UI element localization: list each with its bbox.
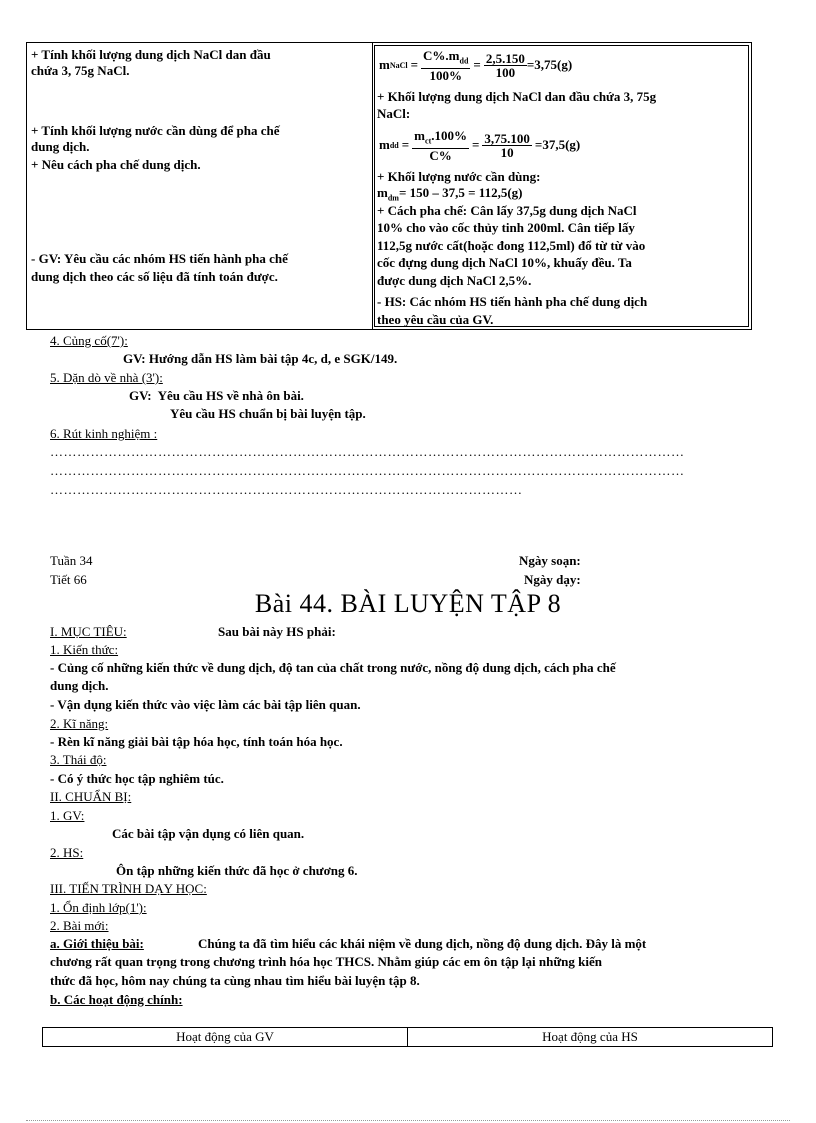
right-line-10: - HS: Các nhóm HS tiến hành pha chế dung dịch (377, 294, 648, 309)
lesson-title: Bài 44. BÀI LUYỆN TẬP 8 (254, 589, 562, 618)
eq2-result: =37,5(g) (534, 137, 581, 153)
activity-table (26, 42, 752, 330)
right-line-3: + Khối lượng nước cần dùng: (377, 169, 541, 184)
eq2-num1: m (414, 128, 426, 143)
eq2-num2: 3,75.100 (484, 130, 530, 146)
attitude-heading: 3. Thái độ: (50, 752, 107, 767)
main-activities-label: b. Các hoạt động chính: (50, 992, 183, 1007)
left-line-5: + Nêu cách pha chế dung dịch. (31, 157, 201, 172)
prep-hs-text: Ôn tập những kiến thức đã học ở chương 6. (116, 863, 358, 878)
eq2-fraction-1 (412, 129, 469, 162)
eq2-fraction-2 (482, 132, 532, 159)
col-teacher-activity: Hoạt động của GV (176, 1029, 274, 1044)
section-4-heading: 4. Củng cố(7'): (50, 333, 128, 348)
knowledge-line-1b: dung dịch. (50, 678, 109, 693)
left-line-7: dung dịch theo các số liệu đã tính toán được. (31, 269, 278, 284)
knowledge-heading: 1. Kiến thức: (50, 642, 119, 657)
notes-dotted-line-1: …………………………………………………………………………………………………………………………… (50, 444, 685, 459)
prep-heading: II. CHUẨN BỊ: (50, 789, 132, 804)
right-line-9: được dung dịch NaCl 2,5%. (377, 273, 532, 288)
teach-date-label: Ngày dạy: (524, 572, 581, 587)
objectives-intro: Sau bài này HS phải: (218, 624, 336, 639)
right-line-4-tail: = 150 – 37,5 = 112,5(g) (398, 185, 523, 200)
eq1-fraction-2 (484, 52, 527, 79)
eq1-lhs: m (379, 57, 390, 73)
left-line-1: + Tính khối lượng dung dịch NaCl dan đầu (31, 47, 271, 62)
objectives-heading: I. MỤC TIÊU: (50, 624, 127, 639)
notes-dotted-line-2: …………………………………………………………………………………………………………………………… (50, 463, 685, 478)
intro-label: a. Giới thiệu bài: (50, 936, 144, 951)
right-line-2: NaCl: (377, 106, 411, 121)
section-5-heading: 5. Dặn dò về nhà (3'): (50, 370, 163, 385)
section-5-text-1: GV: Yêu cầu HS về nhà ôn bài. (129, 388, 304, 403)
eq2-num1-sub: ct (425, 136, 432, 146)
attitude-line-1: - Có ý thức học tập nghiêm túc. (50, 771, 224, 786)
eq1-result: =3,75(g) (526, 57, 573, 73)
notes-dotted-line-3: …………………………………………………………………………………………… (50, 482, 523, 497)
process-heading: III. TIẾN TRÌNH DẠY HỌC: (50, 881, 207, 896)
section-6-heading: 6. Rút kinh nghiệm : (50, 426, 158, 441)
page-bottom-rule (26, 1120, 790, 1121)
table-divider (372, 43, 373, 329)
process-step-2: 2. Bài mới: (50, 918, 109, 933)
knowledge-line-2: - Vận dụng kiến thức vào việc làm các bài tập liên quan. (50, 697, 361, 712)
activities-table-header (42, 1027, 773, 1047)
intro-text-3: thức đã học, hôm nay chúng ta cùng nhau tìm hiểu bài luyện tập 8. (50, 973, 420, 988)
eq1-fraction-1 (421, 49, 470, 82)
right-line-4-sub: dm (387, 193, 399, 203)
eq1-num2: 2,5.150 (485, 50, 525, 66)
right-line-7: 112,5g nước cất(hoặc đong 112,5ml) đổ từ từ vào (377, 238, 646, 253)
prep-gv-text: Các bài tập vận dụng có liên quan. (112, 826, 305, 841)
left-line-6: - GV: Yêu cầu các nhóm HS tiến hành pha chế (31, 251, 288, 266)
equation-mass-solution: m dd = $\frac{m_{ct}.100\%}{C\%}$ = $\frac{3,75.100}{10}$ =37,5(g) (379, 128, 581, 163)
skills-line-1: - Rèn kĩ năng giải bài tập hóa học, tính toán hóa học. (50, 734, 343, 749)
eq2-lhs: m (379, 137, 390, 153)
equation-mass-nacl: m NaCl = $\frac{C\%.m_{dd}}{100\%}$ = $\frac{2,5.150}{100}$ =3,75(g) (379, 48, 573, 83)
eq2-num1-tail: .100% (431, 128, 467, 143)
knowledge-line-1: - Củng cố những kiến thức về dung dịch, độ tan của chất trong nước, nồng độ dung dịch, cách pha chế (50, 660, 616, 675)
section-4-text: GV: Hướng dẫn HS làm bài tập 4c, d, e SGK/149. (123, 351, 398, 366)
eq1-equals: = (410, 57, 419, 73)
left-line-4: dung dịch. (31, 139, 90, 154)
right-line-5: + Cách pha chế: Cân lấy 37,5g dung dịch NaCl (377, 203, 637, 218)
intro-text-2: chương rất quan trọng trong chương trình hóa học THCS. Nhằm giúp các em ôn tập lại những kiến (50, 954, 602, 969)
left-line-3: + Tính khối lượng nước cần dùng để pha chế (31, 123, 280, 138)
section-5-text-2: Yêu cầu HS chuẩn bị bài luyện tập. (170, 406, 366, 421)
period-label: Tiết 66 (50, 572, 87, 587)
eq2-equals: = (401, 137, 410, 153)
right-line-11: theo yêu cầu của GV. (377, 312, 494, 327)
skills-heading: 2. Kĩ năng: (50, 716, 109, 731)
eq2-lhs-sub: dd (389, 140, 399, 150)
eq1-num1-sub: dd (459, 56, 469, 66)
right-line-1: + Khối lượng dung dịch NaCl dan đầu chứa 3, 75g (377, 89, 657, 104)
prep-hs-heading: 2. HS: (50, 845, 84, 860)
eq1-den2: 100 (495, 64, 516, 80)
week-label: Tuần 34 (50, 553, 93, 568)
eq1-lhs-sub: NaCl (389, 60, 408, 70)
eq1-den1: 100% (429, 67, 462, 83)
eq2-den1: C% (429, 147, 452, 163)
intro-text-1: Chúng ta đã tìm hiểu các khái niệm về dung dịch, nồng độ dung dịch. Đây là một (198, 936, 647, 951)
eq2-den2: 10 (500, 144, 514, 160)
right-line-6: 10% cho vào cốc thủy tinh 200ml. Cân tiếp lấy (377, 220, 635, 235)
col-student-activity: Hoạt động của HS (407, 1028, 772, 1046)
eq1-num1: C%.m (423, 48, 460, 63)
prep-date-label: Ngày soạn: (519, 553, 581, 568)
process-step-1: 1. Ổn định lớp(1'): (50, 900, 147, 915)
right-line-4-m: m (377, 185, 388, 200)
right-line-8: cốc đựng dung dịch NaCl 10%, khuấy đều. Ta (377, 255, 632, 270)
left-line-2: chứa 3, 75g NaCl. (31, 63, 130, 78)
prep-gv-heading: 1. GV: (50, 808, 85, 823)
